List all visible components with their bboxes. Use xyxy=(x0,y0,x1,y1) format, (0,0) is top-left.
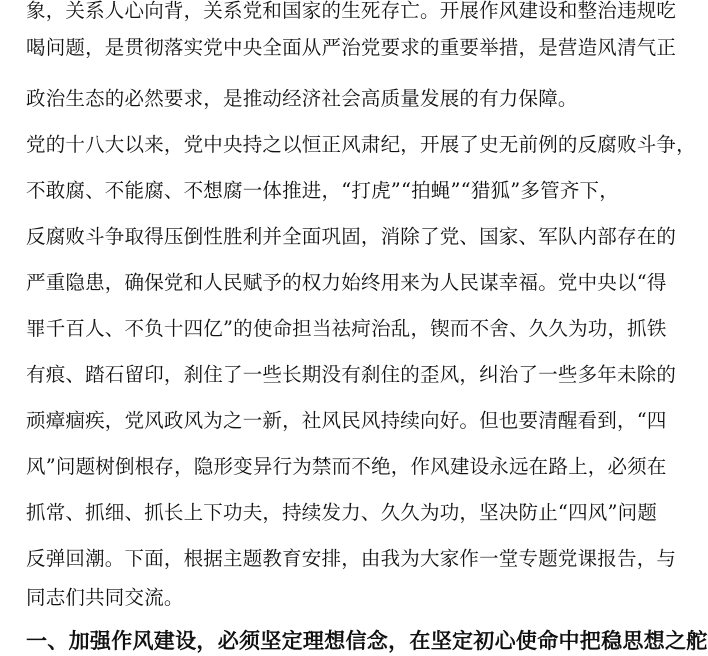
paragraph-2-line-7: 顽瘴痼疾，党风政风为之一新，社风民风持续向好。但也要清醒看到，“四 xyxy=(26,409,667,432)
section-heading: 一、加强作风建设，必须坚定理想信念，在坚定初心使命中把稳思想之舵 xyxy=(26,629,708,653)
paragraph-2-line-8: 风”问题树倒根存，隐形变异行为禁而不绝，作风建设永远在路上，必须在 xyxy=(26,455,667,478)
paragraph-2-line-4: 严重隐患，确保党和人民赋予的权力始终用来为人民谋幸福。党中央以“得 xyxy=(26,271,667,294)
paragraph-2-line-3: 反腐败斗争取得压倒性胜利并全面巩固，消除了党、国家、军队内部存在的 xyxy=(26,225,677,248)
paragraph-1-line-1: 象，关系人心向背，关系党和国家的生死存亡。开展作风建设和整治违规吃 xyxy=(26,0,677,22)
paragraph-2-line-5: 罪千百人、不负十四亿”的使命担当祛疴治乱，锲而不舍、久久为功，抓铁 xyxy=(26,317,667,340)
paragraph-1-line-3: 政治生态的必然要求，是推动经济社会高质量发展的有力保障。 xyxy=(26,87,578,110)
paragraph-2-line-1: 党的十八大以来，党中央持之以恒正风肃纪，开展了史无前例的反腐败斗争， xyxy=(26,133,696,156)
paragraph-2-line-11: 同志们共同交流。 xyxy=(26,586,184,609)
paragraph-2-line-2: 不敢腐、不能腐、不想腐一体推进，“打虎”“拍蝇”“猎狐”多管齐下， xyxy=(26,179,619,202)
paragraph-2-line-6: 有痕、踏石留印，刹住了一些长期没有刹住的歪风，纠治了一些多年未除的 xyxy=(26,363,677,386)
paragraph-1-line-2: 喝问题，是贯彻落实党中央全面从严治党要求的重要举措，是营造风清气正 xyxy=(26,36,677,59)
paragraph-2-line-10: 反弹回潮。下面，根据主题教育安排，由我为大家作一堂专题党课报告，与 xyxy=(26,547,677,570)
paragraph-2-line-9: 抓常、抓细、抓长上下功夫，持续发力、久久为功，坚决防止“四风”问题 xyxy=(26,501,658,524)
